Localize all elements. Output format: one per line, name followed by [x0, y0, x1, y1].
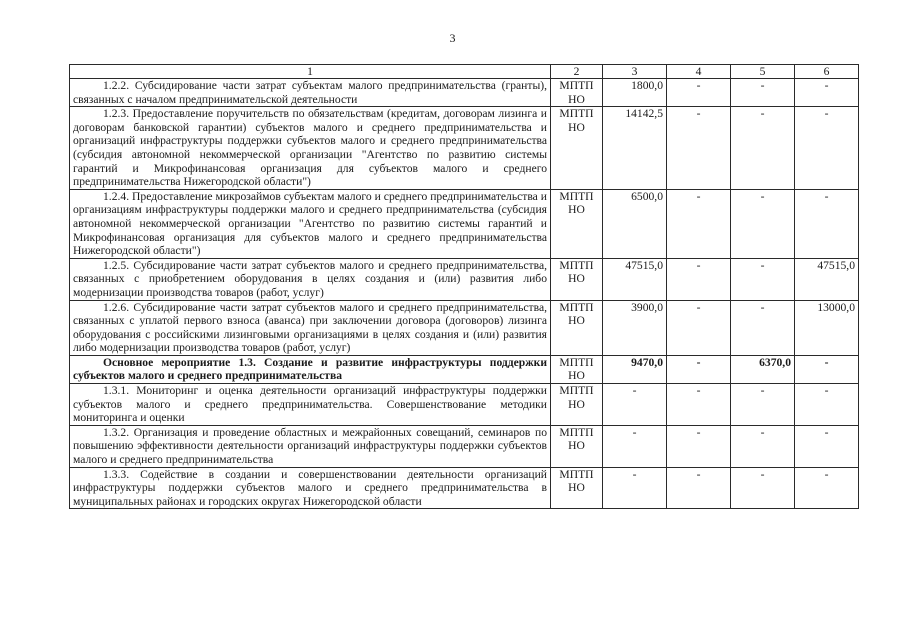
row-value-col6: -	[795, 189, 859, 258]
table-row	[70, 300, 859, 355]
row-description: 1.3.1. Мониторинг и оценка деятельности организаций инфраструктуры поддержки субъектов малого и среднего предпринимательства. Совершенствование методики мониторинга и оценки	[70, 384, 551, 426]
row-description: 1.2.2. Субсидирование части затрат субъектам малого предпринимательства (гранты), связанных с началом предпринимательской деятельности	[70, 79, 551, 107]
row-value-col6: -	[795, 355, 859, 383]
row-value-col4: -	[667, 355, 731, 383]
row-value-col6: -	[795, 107, 859, 190]
table-header-row	[70, 65, 859, 79]
header-cell: 2	[551, 65, 603, 79]
row-value-col3: -	[603, 384, 667, 426]
row-value-col4: -	[667, 384, 731, 426]
row-value-col5: -	[731, 79, 795, 107]
table-row	[70, 189, 859, 258]
header-cell: 3	[603, 65, 667, 79]
row-value-col3: 1800,0	[603, 79, 667, 107]
row-value-col4: -	[667, 79, 731, 107]
row-value-col6: -	[795, 384, 859, 426]
row-executor: МПТП НО	[551, 384, 603, 426]
table-row	[70, 384, 859, 426]
row-value-col5: 6370,0	[731, 355, 795, 383]
row-description: 1.3.3. Содействие в создании и совершенствовании деятельности организаций инфраструктуры поддержки субъектов малого и среднего предпринимательства в муниципальных районах и городских округах Нижегородской области	[70, 467, 551, 509]
row-value-col6: -	[795, 425, 859, 467]
row-value-col5: -	[731, 107, 795, 190]
row-executor: МПТП НО	[551, 258, 603, 300]
page-number: 3	[449, 31, 456, 45]
row-description: 1.2.3. Предоставление поручительств по обязательствам (кредитам, договорам лизинга и договорам банковской гарантии) субъектов малого и среднего предпринимательства и организаций инфраструктуры поддержки субъектов малого и среднего предпринимательства (субсидия автономной некоммерческой организации "Агентство по развитию системы гарантий и Микрофинансовая организация для субъектов малого и среднего предпринимательства Нижегородской области")	[70, 107, 551, 190]
row-value-col4: -	[667, 425, 731, 467]
header-cell: 5	[731, 65, 795, 79]
row-value-col5: -	[731, 425, 795, 467]
row-description: 1.2.4. Предоставление микрозаймов субъектам малого и среднего предпринимательства и организациям инфраструктуры поддержки малого и среднего предпринимательства (субсидия автономной некоммерческой организации "Агентство по развитию системы гарантий и Микрофинансовая организация для субъектов малого и среднего предпринимательства Нижегородской области")	[70, 189, 551, 258]
row-executor: МПТП НО	[551, 107, 603, 190]
budget-table	[69, 64, 859, 509]
row-executor: МПТП НО	[551, 79, 603, 107]
row-value-col5: -	[731, 384, 795, 426]
header-cell: 4	[667, 65, 731, 79]
row-executor: МПТП НО	[551, 425, 603, 467]
row-description: 1.3.2. Организация и проведение областных и межрайонных совещаний, семинаров по повышению эффективности деятельности организаций инфраструктуры поддержки субъектов малого и среднего предпринимательства	[70, 425, 551, 467]
table-row	[70, 467, 859, 509]
row-value-col6: 13000,0	[795, 300, 859, 355]
row-value-col3: 9470,0	[603, 355, 667, 383]
row-description: Основное мероприятие 1.3. Создание и развитие инфраструктуры поддержки субъектов малого и среднего предпринимательства	[70, 355, 551, 383]
row-value-col6: -	[795, 467, 859, 509]
row-value-col5: -	[731, 258, 795, 300]
table-row	[70, 107, 859, 190]
row-value-col3: 14142,5	[603, 107, 667, 190]
header-cell: 1	[70, 65, 551, 79]
row-value-col3: -	[603, 467, 667, 509]
row-value-col5: -	[731, 467, 795, 509]
row-description: 1.2.6. Субсидирование части затрат субъектов малого и среднего предпринимательства, связанных с уплатой первого взноса (аванса) при заключении договора (договоров) лизинга оборудования с российскими лизинговыми организациями в целях создания и (или) развития либо модернизации производства товаров (работ, услуг)	[70, 300, 551, 355]
row-executor: МПТП НО	[551, 355, 603, 383]
row-value-col3: 3900,0	[603, 300, 667, 355]
table-row-main-activity	[70, 355, 859, 383]
row-value-col3: 47515,0	[603, 258, 667, 300]
row-description: 1.2.5. Субсидирование части затрат субъектов малого и среднего предпринимательства, связанных с приобретением оборудования в целях создания и (или) развития либо модернизации производства товаров (работ, услуг)	[70, 258, 551, 300]
row-value-col4: -	[667, 189, 731, 258]
table-row	[70, 425, 859, 467]
row-value-col4: -	[667, 300, 731, 355]
row-value-col6: -	[795, 79, 859, 107]
row-executor: МПТП НО	[551, 467, 603, 509]
row-value-col3: -	[603, 425, 667, 467]
row-value-col4: -	[667, 467, 731, 509]
row-executor: МПТП НО	[551, 189, 603, 258]
table-row	[70, 79, 859, 107]
row-value-col4: -	[667, 107, 731, 190]
row-value-col6: 47515,0	[795, 258, 859, 300]
row-executor: МПТП НО	[551, 300, 603, 355]
row-value-col5: -	[731, 189, 795, 258]
row-value-col5: -	[731, 300, 795, 355]
row-value-col3: 6500,0	[603, 189, 667, 258]
header-cell: 6	[795, 65, 859, 79]
row-value-col4: -	[667, 258, 731, 300]
table-row	[70, 258, 859, 300]
